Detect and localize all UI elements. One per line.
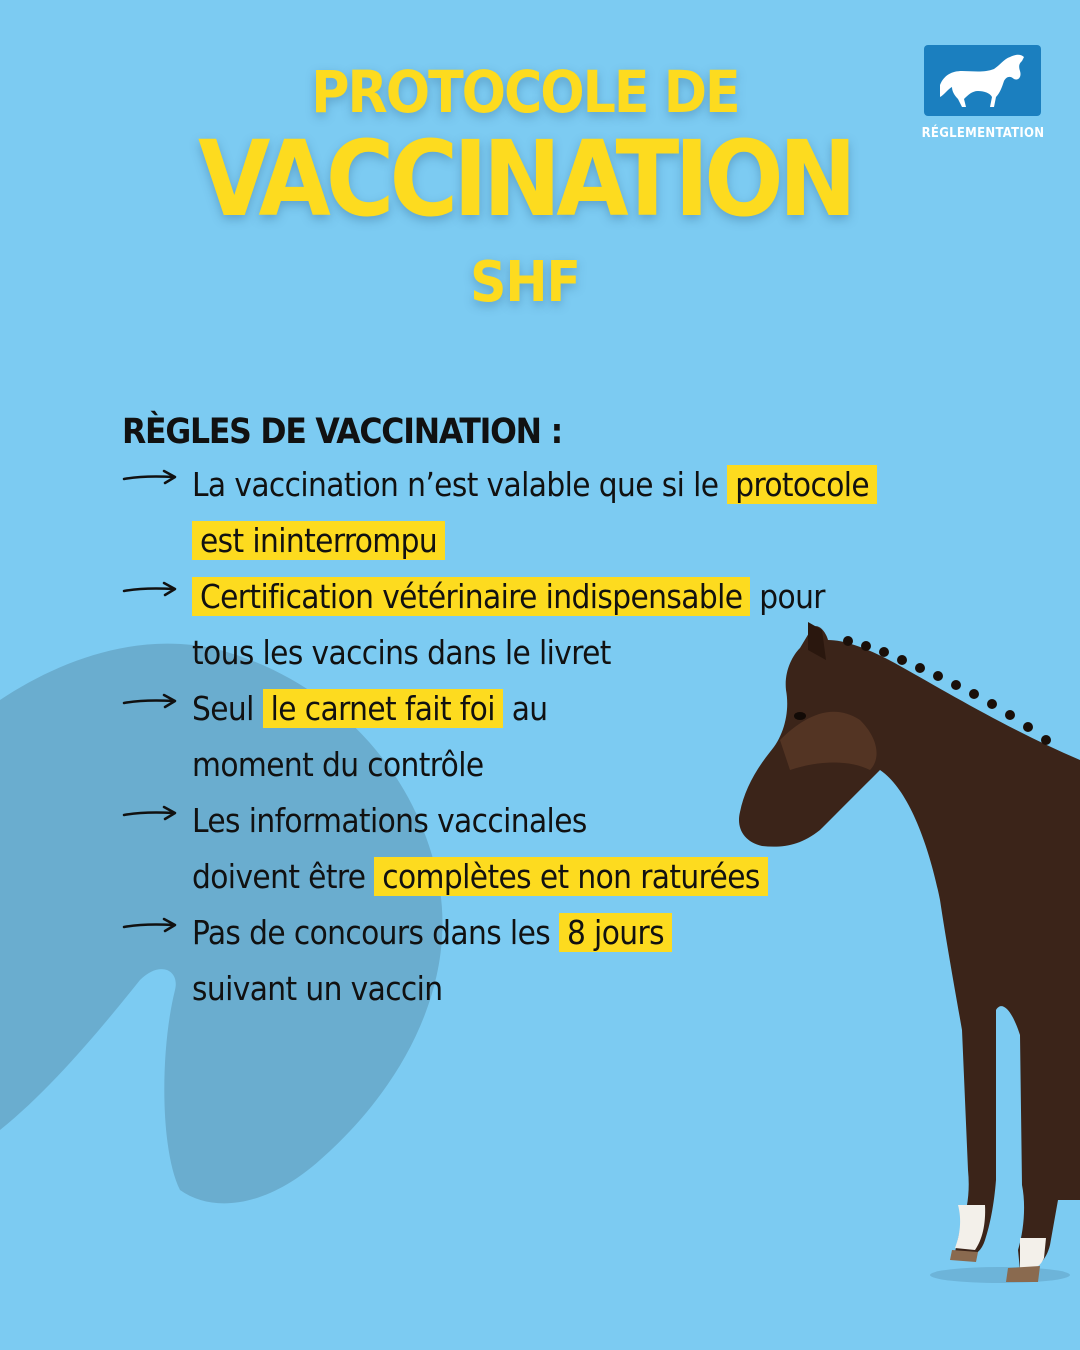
arrow-right-icon bbox=[122, 579, 180, 599]
rule-text: pour bbox=[759, 577, 825, 616]
rule-highlight: 8 jours bbox=[559, 913, 672, 952]
rule-text: Les informations vaccinales bbox=[192, 801, 587, 840]
arrow-right-icon bbox=[122, 691, 180, 711]
arrow-right-icon bbox=[122, 467, 180, 487]
rule-line bbox=[192, 569, 1022, 625]
rule-text: suivant un vaccin bbox=[192, 969, 443, 1008]
rule-text: au bbox=[511, 689, 548, 728]
rule-text: Pas de concours dans les bbox=[192, 913, 551, 952]
arrow-right-icon bbox=[122, 915, 180, 935]
rule-line bbox=[192, 681, 1022, 737]
rule-highlight: protocole bbox=[727, 465, 877, 504]
section-title: RÈGLES DE VACCINATION : bbox=[122, 412, 562, 452]
badge-label: RÉGLEMENTATION bbox=[921, 126, 1045, 141]
rule-text: moment du contrôle bbox=[192, 745, 484, 784]
rule-text: Seul bbox=[192, 689, 254, 728]
title-line-2: VACCINATION bbox=[198, 118, 852, 240]
title-line-1: PROTOCOLE DE bbox=[311, 58, 739, 126]
rule-line bbox=[192, 849, 1022, 905]
rule-text: La vaccination n’est valable que si le bbox=[192, 465, 719, 504]
rule-item bbox=[122, 457, 1022, 569]
rule-text: doivent être bbox=[192, 857, 366, 896]
rule-line bbox=[192, 737, 1022, 793]
title-line-3: SHF bbox=[470, 250, 580, 315]
arrow-right-icon bbox=[122, 803, 180, 823]
rule-line bbox=[192, 513, 1022, 569]
rule-line bbox=[192, 905, 1022, 961]
rule-item bbox=[122, 905, 1022, 1017]
rule-line bbox=[192, 961, 1022, 1017]
rule-item bbox=[122, 569, 1022, 681]
rule-line bbox=[192, 625, 1022, 681]
rules-list bbox=[122, 457, 1022, 1017]
rule-highlight: le carnet fait foi bbox=[263, 689, 503, 728]
rule-highlight: complètes et non raturées bbox=[374, 857, 767, 896]
rule-item bbox=[122, 681, 1022, 793]
rule-item bbox=[122, 793, 1022, 905]
rule-line bbox=[192, 457, 1022, 513]
rule-text: tous les vaccins dans le livret bbox=[192, 633, 611, 672]
rule-highlight: est ininterrompu bbox=[192, 521, 445, 560]
rule-line bbox=[192, 793, 1022, 849]
rule-highlight: Certification vétérinaire indispensable bbox=[192, 577, 750, 616]
